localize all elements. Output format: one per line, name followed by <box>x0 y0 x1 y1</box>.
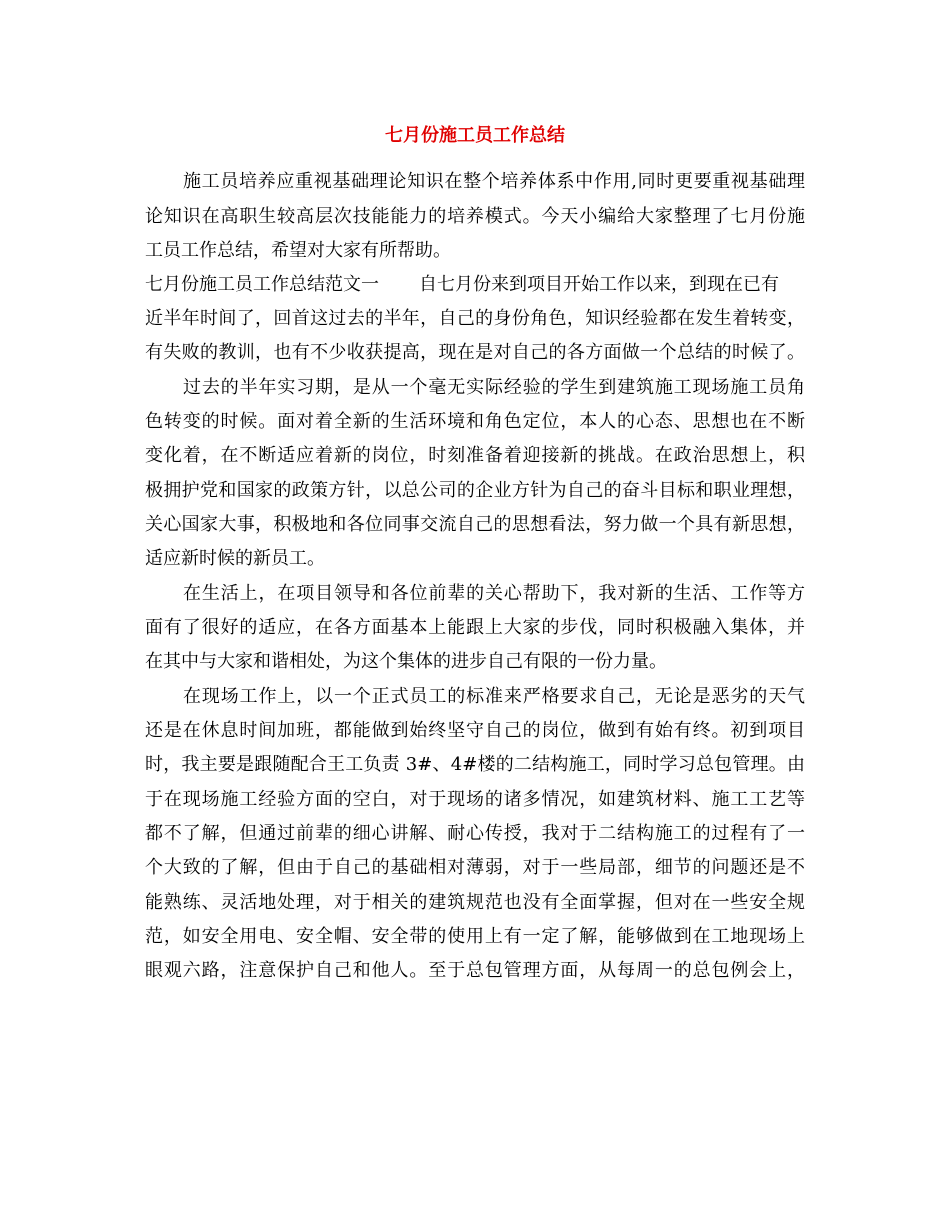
paragraph-line: 工员工作总结，希望对大家有所帮助。 <box>145 240 451 261</box>
paragraph-line: 论知识在高职生较高层次技能能力的培养模式。今天小编给大家整理了七月份施 <box>145 206 805 227</box>
paragraph-line: 能熟练、灵活地处理，对于相关的建筑规范也没有全面掌握，但对在一些安全规 <box>145 892 805 913</box>
section-heading: 七月份施工员工作总结范文一 <box>145 274 379 295</box>
paragraph-line: 在生活上，在项目领导和各位前辈的关心帮助下，我对新的生活、工作等方 <box>183 583 805 604</box>
paragraph-line: 都不了解，但通过前辈的细心讲解、耐心传授，我对于二结构施工的过程有了一 <box>145 823 805 844</box>
section-heading-line <box>145 270 805 300</box>
paragraph-line: 施工员培养应重视基础理论知识在整个培养体系中作用,同时更要重视基础理 <box>183 171 805 192</box>
paragraph-line: 过去的半年实习期，是从一个毫无实际经验的学生到建筑施工现场施工员角 <box>183 377 805 398</box>
paragraph-line: 个大致的了解，但由于自己的基础相对薄弱，对于一些局部，细节的问题还是不 <box>145 857 805 878</box>
paragraph-line: 在其中与大家和谐相处，为这个集体的进步自己有限的一份力量。 <box>145 651 667 672</box>
paragraph-line: 近半年时间了，回首这过去的半年，自己的身份角色，知识经验都在发生着转变， <box>145 308 805 329</box>
paragraph-line: 变化着，在不断适应着新的岗位，时刻准备着迎接新的挑战。在政治思想上，积 <box>145 445 805 466</box>
paragraph-line: 极拥护党和国家的政策方针，以总公司的企业方针为自己的奋斗目标和职业理想， <box>145 480 805 501</box>
paragraph-line: 适应新时候的新员工。 <box>145 548 325 569</box>
paragraph-line: 面有了很好的适应，在各方面基本上能跟上大家的步伐，同时积极融入集体，并 <box>145 617 805 638</box>
paragraph-line: 还是在休息时间加班，都能做到始终坚守自己的岗位，做到有始有终。初到项目 <box>145 720 805 741</box>
paragraph-line: 于在现场施工经验方面的空白，对于现场的诸多情况，如建筑材料、施工工艺等 <box>145 789 805 810</box>
paragraph-line: 有失败的教训，也有不少收获提高，现在是对自己的各方面做一个总结的时候了。 <box>145 342 805 363</box>
paragraph-start: 自七月份来到项目开始工作以来，到现在已有 <box>419 274 779 295</box>
paragraph-line: 色转变的时候。面对着全新的生活环境和角色定位，本人的心态、思想也在不断 <box>145 411 805 432</box>
document-title: 七月份施工员工作总结 <box>385 125 565 146</box>
paragraph-line: 眼观六路，注意保护自己和他人。至于总包管理方面，从每周一的总包例会上， <box>145 960 805 981</box>
paragraph-line: 时，我主要是跟随配合王工负责 3#、4#楼的二结构施工，同时学习总包管理。由 <box>145 754 805 775</box>
paragraph-line: 在现场工作上，以一个正式员工的标准来严格要求自己，无论是恶劣的天气 <box>183 686 805 707</box>
paragraph-line: 关心国家大事，积极地和各位同事交流自己的思想看法，努力做一个具有新思想， <box>145 514 805 535</box>
paragraph-line: 范，如安全用电、安全帽、安全带的使用上有一定了解，能够做到在工地现场上 <box>145 926 805 947</box>
